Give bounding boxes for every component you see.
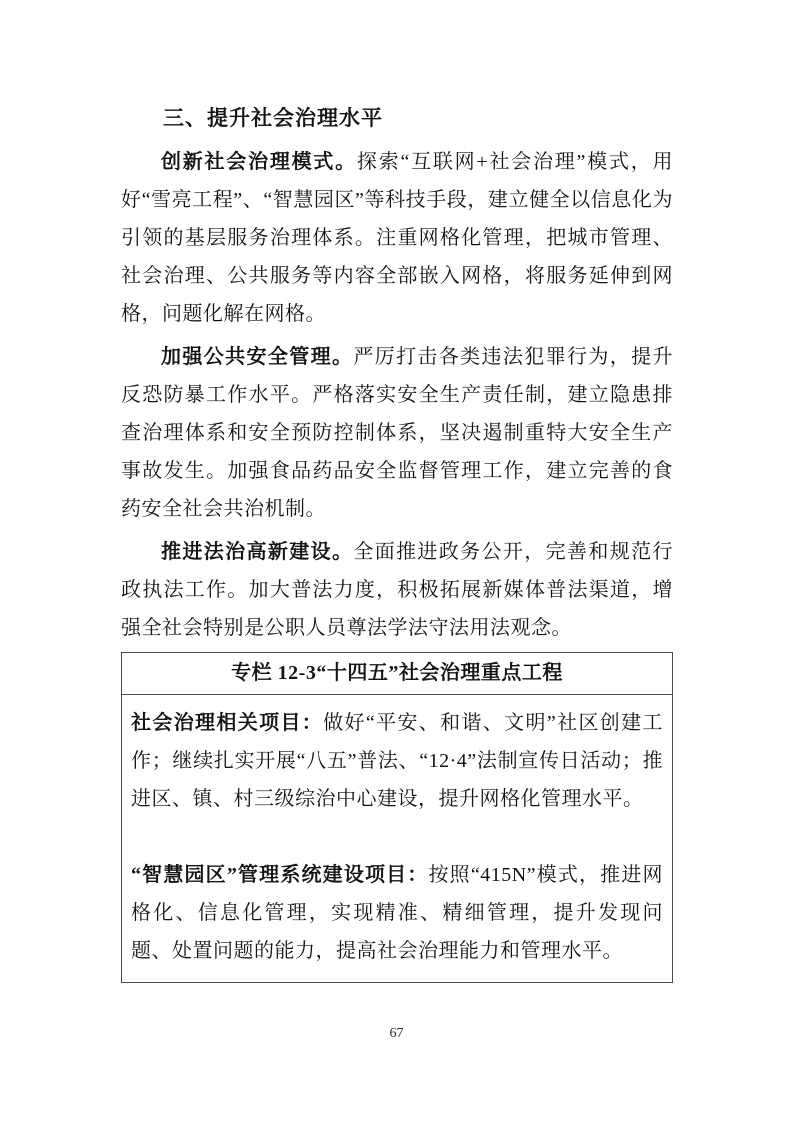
paragraph-lead: 创新社会治理模式。 [161,151,357,173]
paragraph [121,533,673,647]
callout-item-text: 按照“415N”模式，推进网格化、信息化管理，实现精准、精细管理，提升发现问题、处置问题的能力，提高社会治理能力和管理水平。 [131,864,664,962]
paragraph-text: 探索“互联网+社会治理”模式，用好“雪亮工程”、“智慧园区”等科技手段，建立健全以信息化为引领的基层服务治理体系。注重网格化管理，把城市管理、社会治理、公共服务等内容全部嵌入网格，将服务延伸到网格，问题化解在网格。 [121,151,673,325]
paragraph-text: 严厉打击各类违法犯罪行为，提升反恐防暴工作水平。严格落实安全生产责任制，建立隐患排查治理体系和安全预防控制体系，坚决遏制重特大安全生产事故发生。加强食品药品安全监督管理工作，建立完善的食药安全社会共治机制。 [121,346,674,520]
callout-box [121,652,673,983]
page-content [121,103,673,983]
callout-item-text: 做好“平安、和谐、文明”社区创建工作；继续扎实开展“八五”普法、“12·4”法制宣传日活动；推进区、镇、村三级综治中心建设，提升网格化管理水平。 [131,712,663,810]
callout-item-lead: “智慧园区”管理系统建设项目： [131,864,429,886]
page-number: 67 [389,1026,404,1041]
paragraph [121,338,673,528]
paragraph-lead: 加强公共安全管理。 [161,346,354,368]
callout-box-body [122,695,672,982]
callout-item [131,856,663,970]
callout-box-title: 专栏 12-3“十四五”社会治理重点工程 [122,653,672,695]
paragraph-text: 全面推进政务公开，完善和规范行政执法工作。加大普法力度，积极拓展新媒体普法渠道，增强全社会特别是公职人员尊法学法守法用法观念。 [121,541,674,639]
callout-item-lead: 社会治理相关项目： [131,712,324,734]
paragraph-lead: 推进法治高新建设。 [161,541,354,563]
paragraph [121,143,673,333]
section-heading: 三、提升社会治理水平 [163,106,383,130]
callout-item [131,704,663,818]
